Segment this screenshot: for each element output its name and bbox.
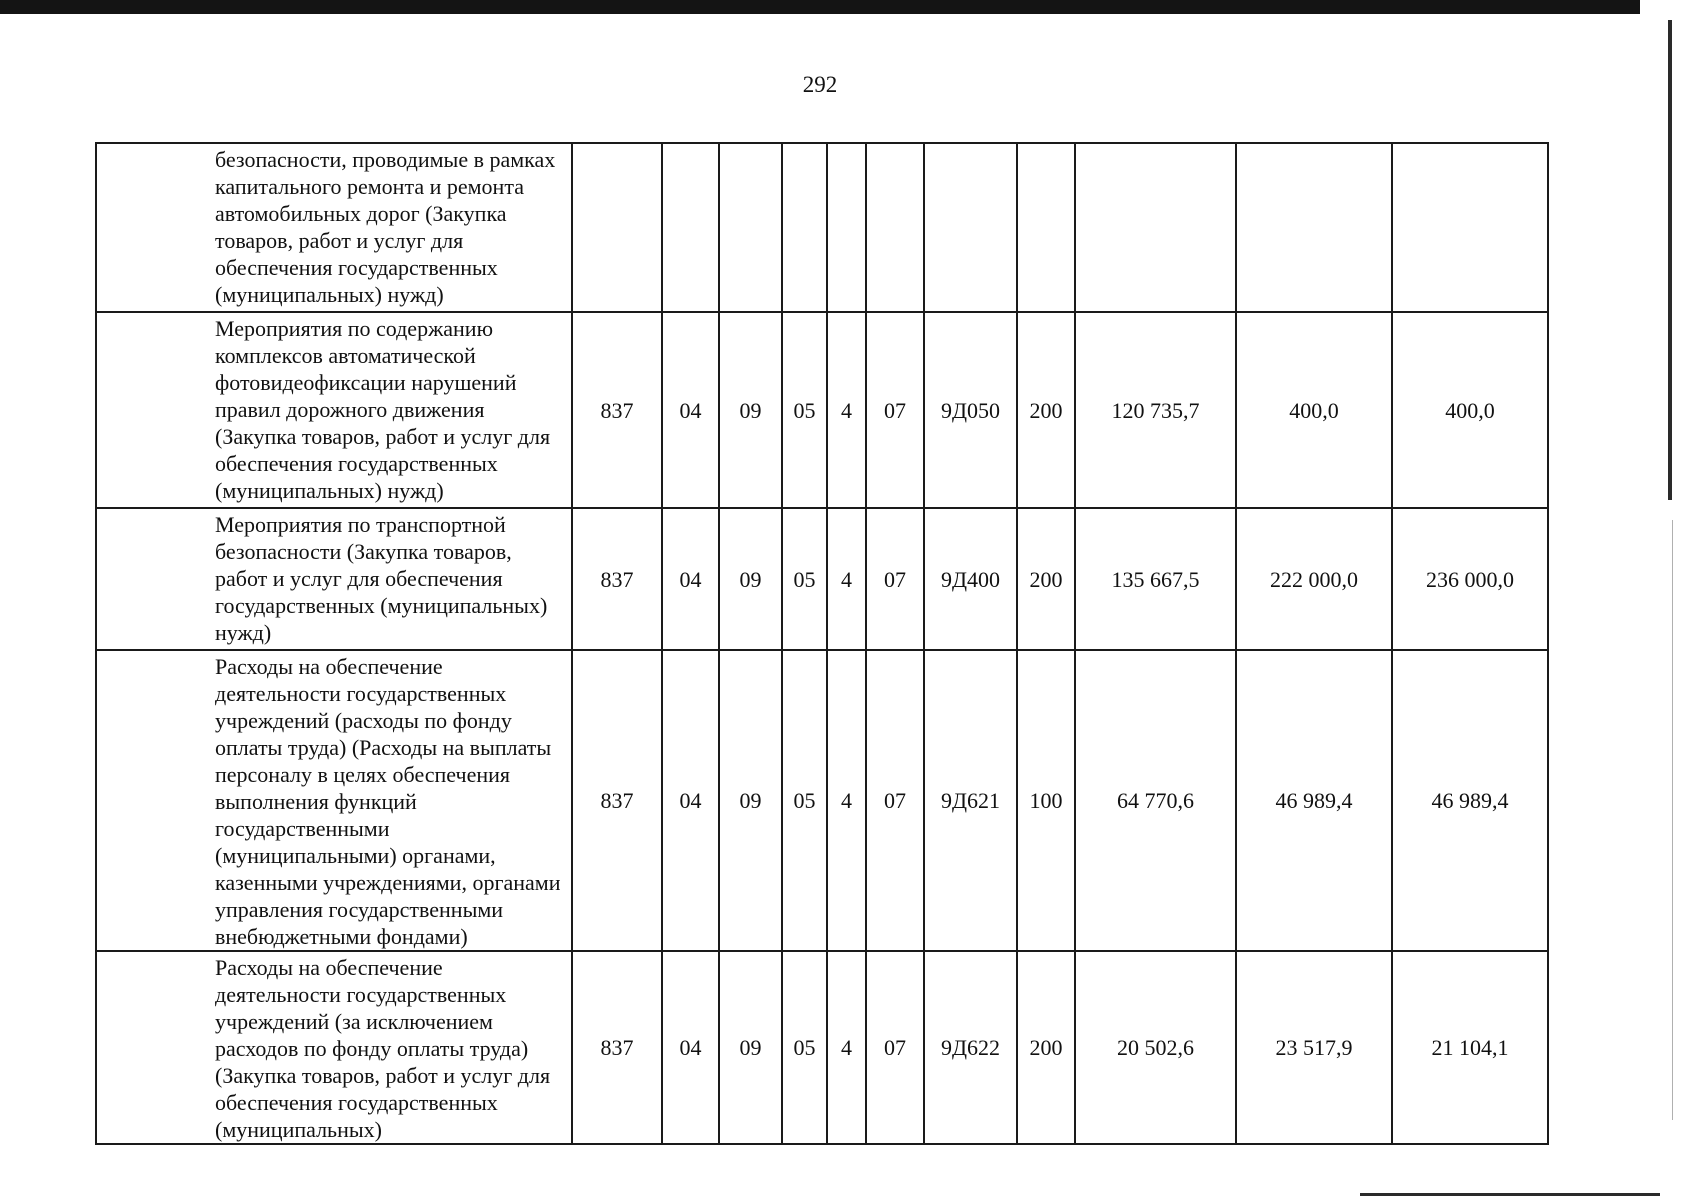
subsection-code-cell: 09 bbox=[719, 508, 782, 650]
expense-type-cell: 100 bbox=[1017, 650, 1075, 951]
budget-table bbox=[95, 142, 1549, 1145]
event-code-cell: 07 bbox=[866, 312, 924, 508]
row-number-cell bbox=[96, 312, 149, 508]
amount-year-1-cell: 135 667,5 bbox=[1075, 508, 1236, 650]
amount-year-2-cell: 23 517,9 bbox=[1236, 951, 1392, 1144]
subprogram-code-cell: 4 bbox=[827, 312, 866, 508]
amount-year-1-cell: 120 735,7 bbox=[1075, 312, 1236, 508]
ministry-code-cell: 837 bbox=[572, 951, 662, 1144]
section-code-cell bbox=[662, 143, 719, 312]
section-code-cell: 04 bbox=[662, 951, 719, 1144]
amount-year-3-cell: 21 104,1 bbox=[1392, 951, 1548, 1144]
table-row bbox=[96, 508, 1548, 650]
amount-year-1-cell: 20 502,6 bbox=[1075, 951, 1236, 1144]
event-code-cell bbox=[866, 143, 924, 312]
ministry-code-cell: 837 bbox=[572, 508, 662, 650]
direction-code-cell: 9Д400 bbox=[924, 508, 1017, 650]
program-code-cell: 05 bbox=[782, 312, 827, 508]
program-code-cell bbox=[782, 143, 827, 312]
amount-year-3-cell: 46 989,4 bbox=[1392, 650, 1548, 951]
amount-year-1-cell bbox=[1075, 143, 1236, 312]
amount-year-1-cell: 64 770,6 bbox=[1075, 650, 1236, 951]
section-code-cell: 04 bbox=[662, 312, 719, 508]
direction-code-cell: 9Д622 bbox=[924, 951, 1017, 1144]
amount-year-2-cell: 400,0 bbox=[1236, 312, 1392, 508]
amount-year-2-cell: 222 000,0 bbox=[1236, 508, 1392, 650]
program-code-cell: 05 bbox=[782, 508, 827, 650]
row-number-cell bbox=[96, 951, 149, 1144]
expense-type-cell: 200 bbox=[1017, 312, 1075, 508]
subsection-code-cell: 09 bbox=[719, 951, 782, 1144]
subprogram-code-cell: 4 bbox=[827, 650, 866, 951]
event-code-cell: 07 bbox=[866, 951, 924, 1144]
program-code-cell: 05 bbox=[782, 650, 827, 951]
direction-code-cell: 9Д621 bbox=[924, 650, 1017, 951]
event-code-cell: 07 bbox=[866, 650, 924, 951]
subprogram-code-cell bbox=[827, 143, 866, 312]
expense-type-cell bbox=[1017, 143, 1075, 312]
subsection-code-cell: 09 bbox=[719, 312, 782, 508]
scan-top-border bbox=[0, 0, 1640, 14]
row-number-cell bbox=[96, 143, 149, 312]
subprogram-code-cell: 4 bbox=[827, 951, 866, 1144]
amount-year-2-cell bbox=[1236, 143, 1392, 312]
description-cell: Мероприятия по транспортной безопасности (Закупка товаров, работ и услуг для обеспечения государственных (муниципальных) нужд) bbox=[149, 508, 572, 650]
section-code-cell: 04 bbox=[662, 508, 719, 650]
subsection-code-cell bbox=[719, 143, 782, 312]
amount-year-3-cell: 400,0 bbox=[1392, 312, 1548, 508]
subprogram-code-cell: 4 bbox=[827, 508, 866, 650]
event-code-cell: 07 bbox=[866, 508, 924, 650]
subsection-code-cell: 09 bbox=[719, 650, 782, 951]
amount-year-2-cell: 46 989,4 bbox=[1236, 650, 1392, 951]
expense-type-cell: 200 bbox=[1017, 508, 1075, 650]
table-row bbox=[96, 312, 1548, 508]
direction-code-cell bbox=[924, 143, 1017, 312]
amount-year-3-cell bbox=[1392, 143, 1548, 312]
scan-right-edge bbox=[1672, 520, 1673, 1120]
description-cell: безопасности, проводимые в рамках капитального ремонта и ремонта автомобильных дорог (Закупка товаров, работ и услуг для обеспечения государственных (муниципальных) нужд) bbox=[149, 143, 572, 312]
ministry-code-cell: 837 bbox=[572, 650, 662, 951]
amount-year-3-cell: 236 000,0 bbox=[1392, 508, 1548, 650]
row-number-cell bbox=[96, 650, 149, 951]
scan-right-border bbox=[1668, 20, 1672, 500]
scan-bottom-border bbox=[1360, 1193, 1660, 1196]
page-number: 292 bbox=[802, 72, 838, 97]
table-row bbox=[96, 143, 1548, 312]
section-code-cell: 04 bbox=[662, 650, 719, 951]
ministry-code-cell bbox=[572, 143, 662, 312]
row-number-cell bbox=[96, 508, 149, 650]
table-row bbox=[96, 650, 1548, 951]
expense-type-cell: 200 bbox=[1017, 951, 1075, 1144]
description-cell: Расходы на обеспечение деятельности государственных учреждений (за исключением расходов по фонду оплаты труда) (Закупка товаров, работ и услуг для обеспечения государственных (муниципальных) bbox=[149, 951, 572, 1144]
description-cell: Мероприятия по содержанию комплексов автоматической фотовидеофиксации нарушений правил дорожного движения (Закупка товаров, работ и услуг для обеспечения государственных (муниципальных) нужд) bbox=[149, 312, 572, 508]
direction-code-cell: 9Д050 bbox=[924, 312, 1017, 508]
program-code-cell: 05 bbox=[782, 951, 827, 1144]
ministry-code-cell: 837 bbox=[572, 312, 662, 508]
description-cell: Расходы на обеспечение деятельности государственных учреждений (расходы по фонду оплаты труда) (Расходы на выплаты персоналу в целях обеспечения выполнения функций государственными (муниципальными) органами, казенными учреждениями, органами управления государственными внебюджетными фондами) bbox=[149, 650, 572, 951]
table-row bbox=[96, 951, 1548, 1144]
